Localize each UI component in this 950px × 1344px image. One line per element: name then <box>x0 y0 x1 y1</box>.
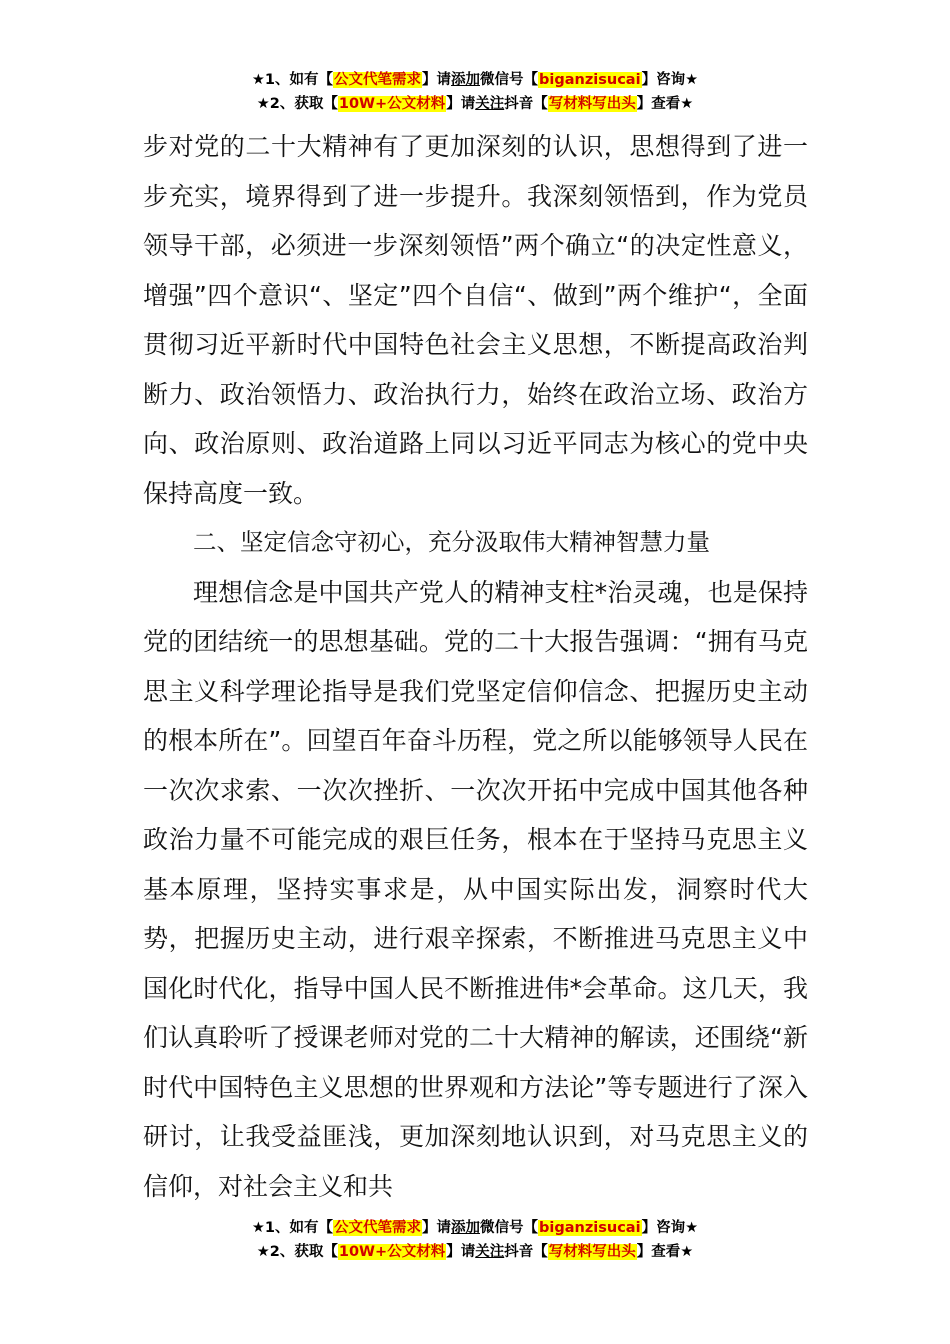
highlight-materials: 10W+公文材料 <box>338 96 446 112</box>
paragraph-continued: 步对党的二十大精神有了更加深刻的认识，思想得到了进一步充实，境界得到了进一步提升。我深刻领悟到，作为党员领导干部，必须进一步深刻领悟”两个确立“的决定性意义，增强”四个意识“、坚定”四个自信“、做到”两个维护“，全面贯彻习近平新时代中国特色社会主义思想，不断提高政治判断力、政治领悟力、政治执行力，始终在政治立场、政治方向、政治原则、政治道路上同以习近平同志为核心的党中央保持高度一致。 <box>143 132 808 508</box>
highlight-douyin-account: 写材料写出头 <box>548 1244 636 1260</box>
section-heading: 二、坚定信念守初心，充分汲取伟大精神智慧力量 <box>193 528 710 556</box>
highlight-service: 公文代笔需求 <box>334 1220 422 1236</box>
banner-line-1: ★1、如有【公文代笔需求】请添加微信号【biganzisucai】咨询★ <box>251 1220 699 1236</box>
highlight-wechat-id: biganzisucai <box>539 1220 641 1236</box>
banner-line-1: ★1、如有【公文代笔需求】请添加微信号【biganzisucai】咨询★ <box>251 72 699 88</box>
header-banner <box>0 68 950 116</box>
highlight-douyin-account: 写材料写出头 <box>548 96 636 112</box>
banner-line-2: ★2、获取【10W+公文材料】请关注抖音【写材料写出头】查看★ <box>256 96 694 112</box>
highlight-service: 公文代笔需求 <box>334 72 422 88</box>
highlight-wechat-id: biganzisucai <box>539 72 641 88</box>
footer-banner <box>0 1216 950 1264</box>
document-body <box>143 122 808 1211</box>
highlight-materials: 10W+公文材料 <box>338 1244 446 1260</box>
banner-line-2: ★2、获取【10W+公文材料】请关注抖音【写材料写出头】查看★ <box>256 1244 694 1260</box>
paragraph: 理想信念是中国共产党人的精神支柱*治灵魂，也是保持党的团结统一的思想基础。党的二十大报告强调：“拥有马克思主义科学理论指导是我们党坚定信仰信念、把握历史主动的根本所在”。回望百年奋斗历程，党之所以能够领导人民在一次次求索、一次次挫折、一次次开拓中完成中国其他各种政治力量不可能完成的艰巨任务，根本在于坚持马克思主义基本原理，坚持实事求是，从中国实际出发，洞察时代大势，把握历史主动，进行艰辛探索，不断推进马克思主义中国化时代化，指导中国人民不断推进伟*会革命。这几天，我们认真聆听了授课老师对党的二十大精神的解读，还围绕“新时代中国特色主义思想的世界观和方法论”等专题进行了深入研讨，让我受益匪浅，更加深刻地认识到，对马克思主义的信仰，对社会主义和共 <box>143 577 808 1201</box>
